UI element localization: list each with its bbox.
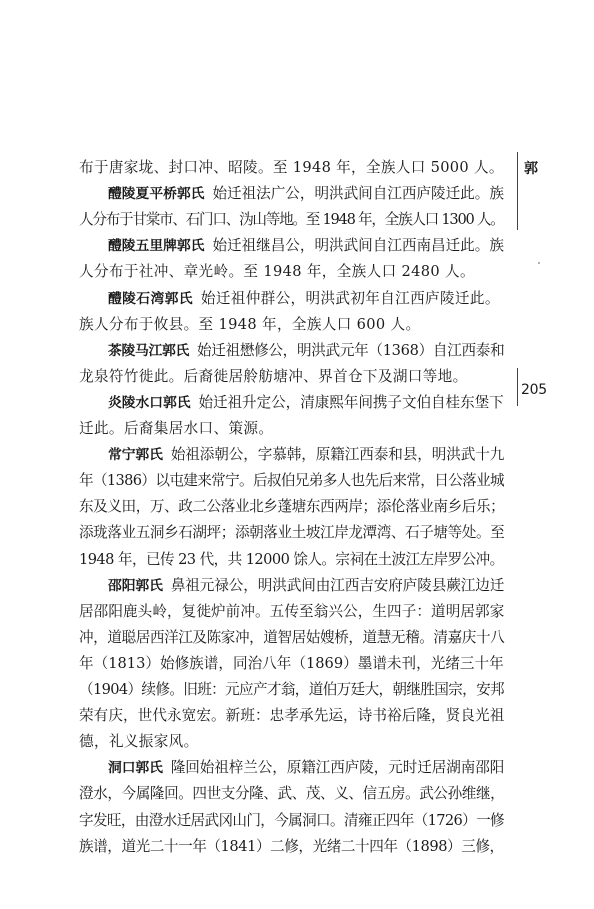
line-text: 隆回始祖梓兰公，原籍江西庐陵，元时迁居湖南邵阳 <box>170 759 505 777</box>
side-rule-upper <box>517 152 518 230</box>
line-text: 龙泉符竹徙此。后裔徙居舲舫塘冲、界首仓下及湖口等地。 <box>79 367 468 385</box>
clan-heading: 醴陵夏平桥郭氏 <box>108 186 205 203</box>
line-text: 添珑落业五洞乡石湖坪；添朝落业土坡江岸龙潭湾、石子塘等处。至 <box>79 524 505 542</box>
line-text: 居邵阳鹿头岭，复徙炉前冲。五传至翁兴公，生四子：道明居郭家 <box>79 602 505 620</box>
line-text: 荣有庆，世代永宽宏。新班：忠孝承先运，诗书裕后隆，贤良光祖 <box>79 707 505 725</box>
text-line <box>79 523 504 543</box>
line-text: 族人分布于攸县。至 1948 年，全族人口 600 人。 <box>79 315 421 333</box>
line-text: 人分布于社冲、章光岭。至 1948 年，全族人口 2480 人。 <box>79 263 475 281</box>
line-text: 始迁祖仲群公，明洪武初年自江西庐陵迁此。 <box>200 289 500 307</box>
line-text: 迁此。后裔集居水口、策源。 <box>79 420 274 437</box>
text-line <box>79 837 504 857</box>
line-text: 年（1813）始修族谱，同治八年（1869）墨谱未刊，光绪三十年 <box>79 654 504 672</box>
line-text: 布于唐家垅、封口冲、昭陵。至 1948 年，全族人口 5000 人。 <box>79 159 504 176</box>
text-line <box>79 654 504 674</box>
clan-heading: 邵阳郭氏 <box>108 577 163 594</box>
line-text: 始迁祖法广公，明洪武间自江西庐陵迁此。族 <box>212 185 504 203</box>
line-text: 鼻祖元禄公，明洪武间由江西吉安府庐陵县蕨江边迁 <box>170 576 505 594</box>
text-line <box>79 706 504 726</box>
line-text: （1904）续修。旧班：元应产才翁，道伯万廷大，朝继胜国宗，安邦 <box>79 681 504 698</box>
line-text: 1948 年，已传 23 代，共 12000 馀人。宗祠在土波江左岸罗公冲。 <box>79 550 504 568</box>
text-line <box>108 758 504 778</box>
clan-heading: 炎陵水口郭氏 <box>108 394 191 411</box>
side-rule-lower <box>517 368 518 406</box>
text-line <box>108 576 504 596</box>
scan-speck <box>538 262 540 264</box>
line-text: 年（1386）以屯建来常宁。后叔伯兄弟多人也先后来常，日公落业城 <box>79 472 504 490</box>
text-line <box>79 811 504 831</box>
line-text: 始祖添朝公，字慕韩，原籍江西泰和县，明洪武十九 <box>170 446 505 464</box>
text-line <box>79 497 504 517</box>
line-text: 始迁祖继昌公，明洪武间自江西南昌迁此。族 <box>212 237 504 255</box>
line-text: 始迁祖升定公，清康熙年间携子文伯自桂东堡下 <box>198 393 504 411</box>
text-line <box>108 341 504 361</box>
clan-heading: 常宁郭氏 <box>108 447 163 464</box>
text-line <box>79 367 468 387</box>
text-line <box>79 628 504 648</box>
text-line <box>108 289 500 309</box>
line-text: 人分布于甘棠市、石门口、沩山等地。至 1948 年，全族人口 1300 人。 <box>79 211 504 229</box>
text-line <box>79 680 504 700</box>
line-text: 字发旺，由澄水迁居武冈山门，今属洞口。清雍正四年（1726）一修 <box>79 811 504 829</box>
text-line <box>108 445 504 465</box>
text-line <box>79 602 504 622</box>
clan-heading: 茶陵马江郭氏 <box>108 342 189 359</box>
side-header-character: 郭 <box>524 161 538 177</box>
line-text: 澄水，今属隆回。四世支分隆、武、茂、义、信五房。武公孙维继， <box>79 785 505 803</box>
line-text: 始迁祖懋修公，明洪武元年（1368）自江西泰和 <box>196 341 505 359</box>
page-number: 205 <box>521 382 547 398</box>
line-text: 东及义田，万、政二公落业北乡蓬塘东西两岸；添伦落业南乡后乐； <box>79 498 505 516</box>
text-line <box>79 158 504 178</box>
text-line <box>79 419 273 439</box>
text-line <box>79 550 504 570</box>
text-line <box>79 262 475 282</box>
text-line <box>108 236 504 256</box>
text-line <box>108 184 504 204</box>
clan-heading: 醴陵五里牌郭氏 <box>108 238 205 255</box>
text-line <box>79 471 504 491</box>
text-line <box>79 210 504 230</box>
text-line <box>108 393 504 413</box>
line-text: 冲，道聪居西洋江及陈家冲，道智居姑嫂桥，道慧无稽。清嘉庆十八 <box>79 628 505 646</box>
text-line <box>79 732 199 752</box>
text-line <box>79 784 504 804</box>
line-text: 族谱，道光二十一年（1841）二修，光绪二十四年（1898）三修， <box>79 837 504 855</box>
text-line <box>79 315 420 335</box>
clan-heading: 洞口郭氏 <box>108 760 163 777</box>
clan-heading: 醴陵石湾郭氏 <box>108 290 193 307</box>
line-text: 德，礼义振家风。 <box>79 733 199 751</box>
